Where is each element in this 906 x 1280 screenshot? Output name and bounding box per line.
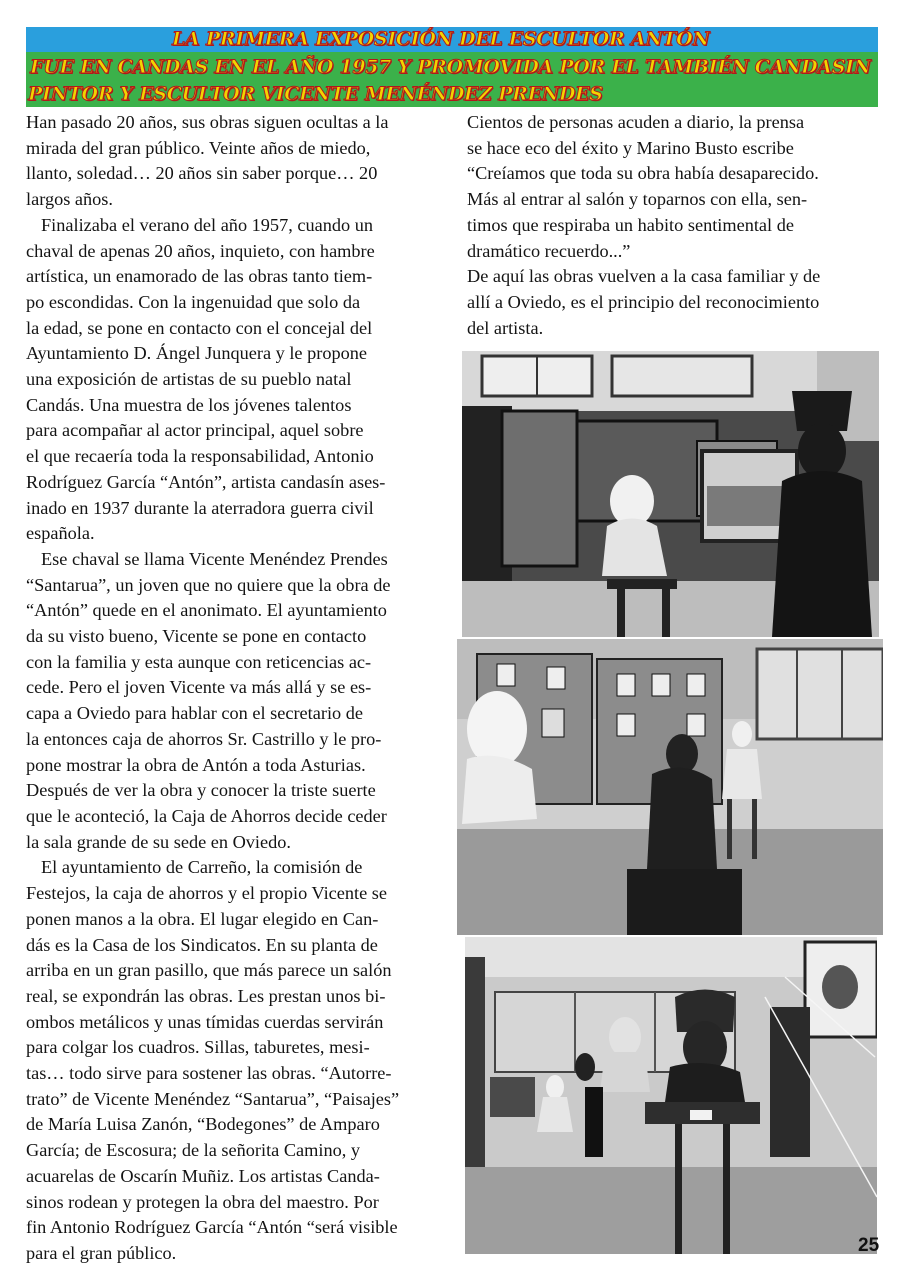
right-line: timos que respiraba un habito sentimental de <box>467 214 794 235</box>
left-line: Rodríguez García “Antón”, artista candasín ases- <box>26 471 386 492</box>
left-line: Han pasado 20 años, sus obras siguen ocultas a la <box>26 112 389 132</box>
left-line: Ese chaval se llama Vicente Menéndez Prendes <box>41 548 388 569</box>
left-line: que le aconteció, la Caja de Ahorros decide ceder <box>26 805 387 826</box>
left-line: ombos metálicos y unas tímidas cuerdas servirán <box>26 1011 384 1032</box>
left-line: chaval de apenas 20 años, inquieto, con hambre <box>26 240 375 261</box>
left-line: el que recaería toda la responsabilidad, Antonio <box>26 446 374 467</box>
left-line: Candás. Una muestra de los jóvenes talentos <box>26 394 352 415</box>
left-line: con la familia y esta aunque con reticencias ac- <box>26 651 372 672</box>
left-line: trato” de Vicente Menéndez “Santarua”, “Paisajes” <box>26 1088 400 1109</box>
left-line: arriba en un gran pasillo, que más parece un salón <box>26 960 392 981</box>
right-line: allí a Oviedo, es el principio del reconocimiento <box>467 291 820 312</box>
left-line: para acompañar al actor principal, aquel sobre <box>26 420 364 441</box>
right-line: Más al entrar al salón y toparnos con ella, sen- <box>467 189 808 210</box>
right-line: De aquí las obras vuelven a la casa familiar y de <box>467 266 821 287</box>
right-line: “Creíamos que toda su obra había desaparecido. <box>467 163 819 184</box>
left-line: española. <box>26 523 95 544</box>
left-line: fin Antonio Rodríguez García “Antón “será visible <box>26 1217 398 1238</box>
left-line: Festejos, la caja de ahorros y el propio Vicente se <box>26 883 388 904</box>
exhibition-photo-2 <box>457 639 883 935</box>
left-line: para el gran público. <box>26 1242 177 1263</box>
right-line: se hace eco del éxito y Marino Busto escribe <box>467 137 794 158</box>
headline-line-2: FUE EN CANDAS EN EL AÑO 1957 Y PROMOVIDA POR EL TAMBIÉN CANDASIN <box>30 56 871 78</box>
left-line: Ayuntamiento D. Ángel Junquera y le propone <box>26 343 368 364</box>
article-left-column <box>26 110 453 1267</box>
left-line: cede. Pero el joven Vicente va más allá y se es- <box>26 677 372 698</box>
left-line: de María Luisa Zanón, “Bodegones” de Amparo <box>26 1114 380 1135</box>
left-line: “Santarua”, un joven que no quiere que la obra de <box>26 574 391 595</box>
exhibition-photo-1 <box>462 351 879 637</box>
left-line: llanto, soledad… 20 años sin saber porque… 20 <box>26 163 378 184</box>
left-line: acuarelas de Oscarín Muñiz. Los artistas Canda- <box>26 1165 380 1186</box>
right-line: del artista. <box>467 317 544 338</box>
left-line: la entonces caja de ahorros Sr. Castrillo y le pro- <box>26 728 382 749</box>
article-right-column <box>467 110 887 341</box>
left-line: da su visto bueno, Vicente se pone en contacto <box>26 626 367 647</box>
left-line: sinos rodean y protegen la obra del maestro. Por <box>26 1191 379 1212</box>
left-line: po escondidas. Con la ingenuidad que solo da <box>26 291 361 312</box>
right-line: Cientos de personas acuden a diario, la prensa <box>467 112 805 132</box>
left-line: Después de ver la obra y conocer la triste suerte <box>26 780 376 801</box>
left-line: una exposición de artistas de su pueblo natal <box>26 369 352 390</box>
left-line: largos años. <box>26 189 113 210</box>
left-line: inado en 1937 durante la aterradora guerra civil <box>26 497 374 518</box>
left-line: pone mostrar la obra de Antón a toda Asturias. <box>26 754 366 775</box>
left-line: Finalizaba el verano del año 1957, cuando un <box>41 214 373 235</box>
left-line: real, se expondrán las obras. Les prestan unos bi- <box>26 985 386 1006</box>
left-line: la sala grande de su sede en Oviedo. <box>26 831 291 852</box>
left-line: El ayuntamiento de Carreño, la comisión de <box>41 857 363 878</box>
exhibition-photo-3 <box>465 937 877 1254</box>
left-line: ponen manos a la obra. El lugar elegido en Can- <box>26 908 379 929</box>
left-line: dás es la Casa de los Sindicatos. En su planta de <box>26 934 378 955</box>
left-line: la edad, se pone en contacto con el concejal del <box>26 317 373 338</box>
left-line: mirada del gran público. Veinte años de miedo, <box>26 137 371 158</box>
page-number: 25 <box>858 1235 880 1256</box>
left-line: “Antón” quede en el anonimato. El ayuntamiento <box>26 600 387 621</box>
headline-line-1: LA PRIMERA EXPOSICIÓN DEL ESCULTOR ANTÓN <box>172 28 710 50</box>
left-line: para colgar los cuadros. Sillas, taburetes, mesi- <box>26 1037 370 1058</box>
left-line: artística, un enamorado de las obras tanto tiem- <box>26 266 373 287</box>
right-line: dramático recuerdo...” <box>467 240 631 261</box>
left-line: capa a Oviedo para hablar con el secretario de <box>26 703 363 724</box>
left-line: García; de Escosura; de la señorita Camino, y <box>26 1140 361 1161</box>
headline-line-3: PINTOR Y ESCULTOR VICENTE MENÉNDEZ PRENDES <box>28 83 603 105</box>
left-line: tas… todo sirve para sostener las obras. “Autorre- <box>26 1063 392 1084</box>
